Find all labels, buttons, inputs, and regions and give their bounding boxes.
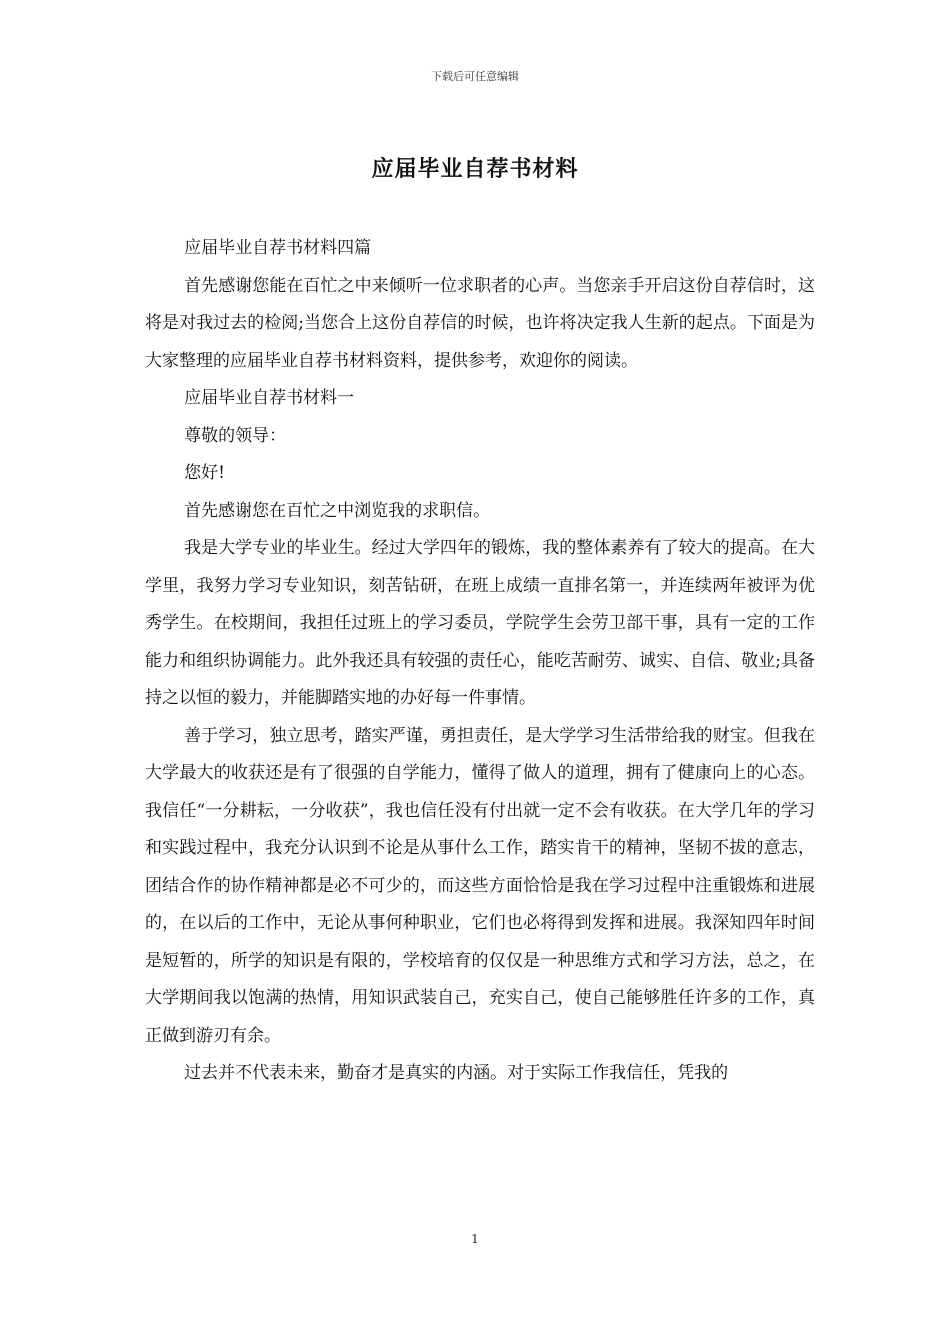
paragraph-learning: 善于学习，独立思考，踏实严谨，勇担责任，是大学学习生活带给我的财宝。但我在大学最大的收获还是有了很强的自学能力，懂得了做人的道理，拥有了健康向上的心态。我信任“一分耕耘，一分收获”，我也信任没有付出就一定不会有收获。在大学几年的学习和实践过程中，我充分认识到不论是从事什么工作，踏实肯干的精神，坚韧不拔的意志，团结合作的协作精神都是必不可少的，而这些方面恰恰是我在学习过程中注重锻炼和进展的，在以后的工作中，无论从事何种职业，它们也必将得到发挥和进展。我深知四年时间是短暂的，所学的知识是有限的，学校培育的仅仅是一种思维方式和学习方法，总之，在大学期间我以饱满的热情，用知识武装自己，充实自己，使自己能够胜任许多的工作，真正做到游刃有余。: [145, 725, 815, 1046]
paragraph-self-introduction: 我是大学专业的毕业生。经过大学四年的锻炼，我的整体素养有了较大的提高。在大学里，我努力学习专业知识，刻苦钻研，在班上成绩一直排名第一，并连续两年被评为优秀学生。在校期间，我担任过班上的学习委员，学院学生会劳卫部干事，具有一定的工作能力和组织协调能力。此外我还具有较强的责任心，能吃苦耐劳、诚实、自信、敬业;具备持之以恒的毅力，并能脚踏实地的办好每一件事情。: [145, 538, 815, 708]
paragraph-future: 过去并不代表未来，勤奋才是真实的内涵。对于实际工作我信任，凭我的: [184, 1063, 729, 1083]
document-title: 应届毕业自荐书材料: [371, 157, 579, 182]
document-body: [145, 230, 815, 1093]
paragraph-thanks: 首先感谢您在百忙之中浏览我的求职信。: [184, 500, 491, 521]
paragraph-intro: 首先感谢您能在百忙之中来倾听一位求职者的心声。当您亲手开启这份自荐信时，这将是对我过去的检阅;当您合上这份自荐信的时候，也许将决定我人生新的起点。下面是为大家整理的应届毕业自荐书材料资料，提供参考，欢迎你的阅读。: [145, 275, 815, 371]
paragraph-salutation: 尊敬的领导：: [184, 425, 287, 446]
paragraph-subtitle: 应届毕业自荐书材料四篇: [184, 238, 372, 258]
page-number: 1: [471, 1232, 479, 1246]
header-note: 下载后可任意编辑: [431, 70, 519, 83]
paragraph-section-heading: 应届毕业自荐书材料一: [184, 388, 355, 408]
paragraph-greeting: 您好!: [184, 463, 225, 483]
